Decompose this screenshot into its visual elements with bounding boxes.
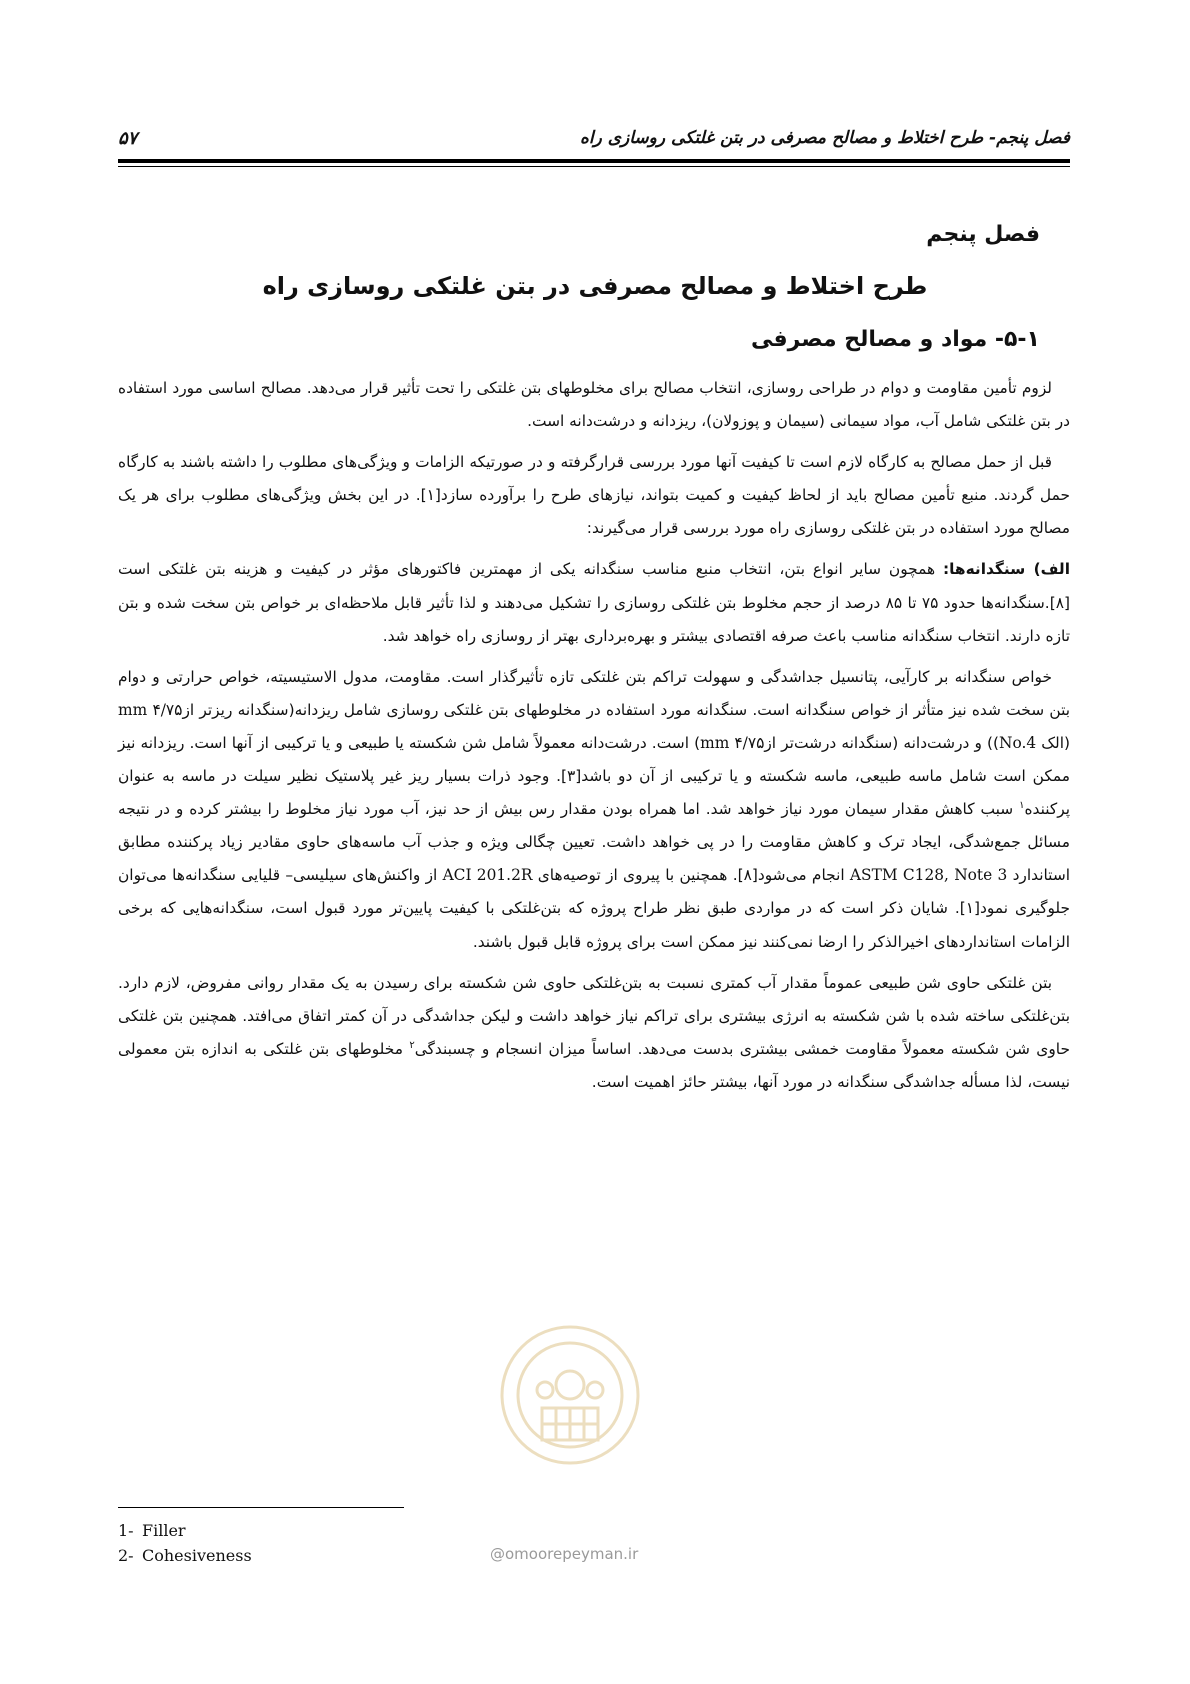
p4-text-3: )) و درشت‌دانه (سنگدانه درشت‌تر از: [764, 733, 999, 752]
p4-standard-astm: ASTM C128, Note 3: [849, 866, 1008, 885]
footnote-2-text: Cohesiveness: [142, 1546, 252, 1565]
p4-text-5: سبب کاهش مقدار سیمان مورد نیاز خواهد شد. اما همراه بودن مقدار رس بیش از حد نیز، آب مورد نیاز مخلوط را بیشتر کرده و در نتیجه مسائل جمع‌شدگی، ایجاد ترک و کاهش مقاومت را در پی خواهد داشت. تعیین چگالی ویژه و جذب آب ماسه‌های حاوی مقادیر زیاد پرکننده مطابق استاندارد: [118, 800, 1070, 885]
p4-text-7: از واکنش‌های سیلیسی– قلیایی سنگدانه‌ها می‌توان جلوگیری نمود[۱]. شایان ذکر است که در مواردی طبق نظر طراح پروژه که بتن‌غلتکی با کیفیت پایین‌تر مورد قبول است، سنگدانه‌هایی که برخی الزامات استانداردهای اخیرالذکر را ارضا نمی‌کنند نیز ممکن است برای پروژه قابل قبول باشند.: [118, 866, 1071, 951]
paragraph-1: لزوم تأمین مقاومت و دوام در طراحی روسازی، انتخاب مصالح برای مخلوطهای بتن غلتکی را تحت تأثیر قرار می‌دهد. مصالح اساسی مورد استفاده در بتن غلتکی شامل آب، مواد سیمانی (سیمان و پوزولان)، ریزدانه و درشت‌دانه است.: [118, 379, 1070, 431]
footnote-1: [118, 1518, 252, 1543]
p5-text-1: بتن غلتکی حاوی شن طبیعی عموماً مقدار آب کمتری نسبت به بتن‌غلتکی حاوی شن شکسته برای رسیدن به یک مقدار روانی مفروض، لازم دارد. بتن‌غلتکی ساخته شده با شن شکسته به انرژی بیشتری برای تراکم نیاز خواهد داشت و لیکن جداشدگی در آن کمتر اتفاق می‌افتد. همچنین بتن غلتکی حاوی شن شکسته معمولاً مقاومت خمشی بیشتری بدست می‌دهد. اساساً میزان انسجام و چسبندگی: [118, 973, 1070, 1058]
p4-standard-aci: ACI 201.2R: [442, 866, 533, 885]
running-title: فصل پنجم- طرح اختلاط و مصالح مصرفی در بتن غلتکی روسازی راه: [579, 128, 1070, 148]
paragraph-4: [118, 661, 1070, 959]
footnote-2-number: 2-: [118, 1546, 134, 1565]
paragraph-5: [118, 967, 1070, 1099]
body-text: [118, 372, 1070, 1107]
p4-unit-1: mm ۴/۷۵: [118, 700, 183, 719]
p4-text-4: ) است. درشت‌دانه معمولاً شامل شن شکسته یا طبیعی و یا ترکیبی از آنها است. ریزدانه نیز ممکن است شامل ماسه طبیعی، ماسه شکسته و یا ترکیبی از آن دو باشد[۳]. وجود ذرات بسیار ریز غیر پلاستیک نظیر سیلت در ماسه به عنوان پرکننده: [118, 733, 1070, 819]
running-header: [118, 128, 1070, 158]
header-rule-thick: [118, 159, 1070, 163]
p4-text-6: انجام می‌شود[۸]. همچنین با پیروی از توصیه‌های: [532, 866, 850, 885]
footnote-rule: [118, 1507, 404, 1508]
aggregates-label: الف) سنگدانه‌ها:: [942, 560, 1070, 579]
section-heading: ۵-۱- مواد و مصالح مصرفی: [750, 327, 1040, 352]
page-number: ۵۷: [118, 128, 138, 149]
footnote-1-number: 1-: [118, 1521, 134, 1540]
chapter-title: طرح اختلاط و مصالح مصرفی در بتن غلتکی روسازی راه: [262, 272, 928, 300]
footnote-ref-1: ۱: [1019, 800, 1025, 811]
p5-text-2: مخلوطهای بتن غلتکی به اندازه بتن معمولی نیست، لذا مسأله جداشدگی سنگدانه در مورد آنها، بیشتر حائز اهمیت است.: [118, 1039, 1070, 1091]
gear-emblem-icon: [495, 1320, 645, 1470]
p4-text-1: خواص سنگدانه بر کارآیی، پتانسیل جداشدگی و سهولت تراکم بتن غلتکی تازه تأثیرگذار است. مقاومت، مدول الاستیسیته، خواص حرارتی و دوام بتن سخت شده نیز متأثر از خواص سنگدانه است. سنگدانه مورد استفاده در مخلوطهای بتن غلتکی روسازی شامل ریزدانه(سنگدانه ریزتر از: [118, 667, 1070, 719]
p4-text-2: (الک: [1036, 733, 1071, 752]
footnote-2: [118, 1543, 252, 1568]
paragraph-2: قبل از حمل مصالح به کارگاه لازم است تا کیفیت آنها مورد بررسی قرارگرفته و در صورتیکه الزامات و ویژگی‌های مطلوب را داشته باشند به کارگاه حمل گردند. منبع تأمین مصالح باید از لحاظ کیفیت و کمیت بتواند، نیازهای طرح را برآورده سازد[۱]. در این بخش ویژگی‌های مطلوب برای هر یک مصالح مورد استفاده در بتن غلتکی روسازی راه مورد بررسی قرار می‌گیرند:: [118, 453, 1070, 538]
aggregates-text: همچون سایر انواع بتن، انتخاب منبع مناسب سنگدانه یکی از مهمترین فاکتورهای مؤثر در کیفیت و هزینه بتن غلتکی است [۸].سنگدانه‌ها حدود ۷۵ تا ۸۵ درصد از حجم مخلوط بتن غلتکی روسازی را تشکیل می‌دهند و لذا تأثیر قابل ملاحظه‌ای بر خواص بتن سخت شده و بتن تازه دارند. انتخاب سنگدانه مناسب باعث صرفه اقتصادی بیشتر و بهره‌برداری بهتر از روسازی راه خواهد شد.: [118, 560, 1070, 645]
footnote-ref-2: ۲: [409, 1039, 415, 1051]
footnote-1-text: Filler: [142, 1521, 186, 1540]
footnotes: [118, 1518, 252, 1568]
p4-unit-2: mm ۴/۷۵: [700, 733, 765, 752]
header-rule-thin: [118, 166, 1070, 167]
watermark-text: @omoorepeyman.ir: [490, 1545, 639, 1563]
p4-sieve: No.4: [999, 733, 1037, 752]
paragraph-aggregates: [118, 553, 1070, 652]
chapter-label: فصل پنجم: [926, 222, 1040, 247]
